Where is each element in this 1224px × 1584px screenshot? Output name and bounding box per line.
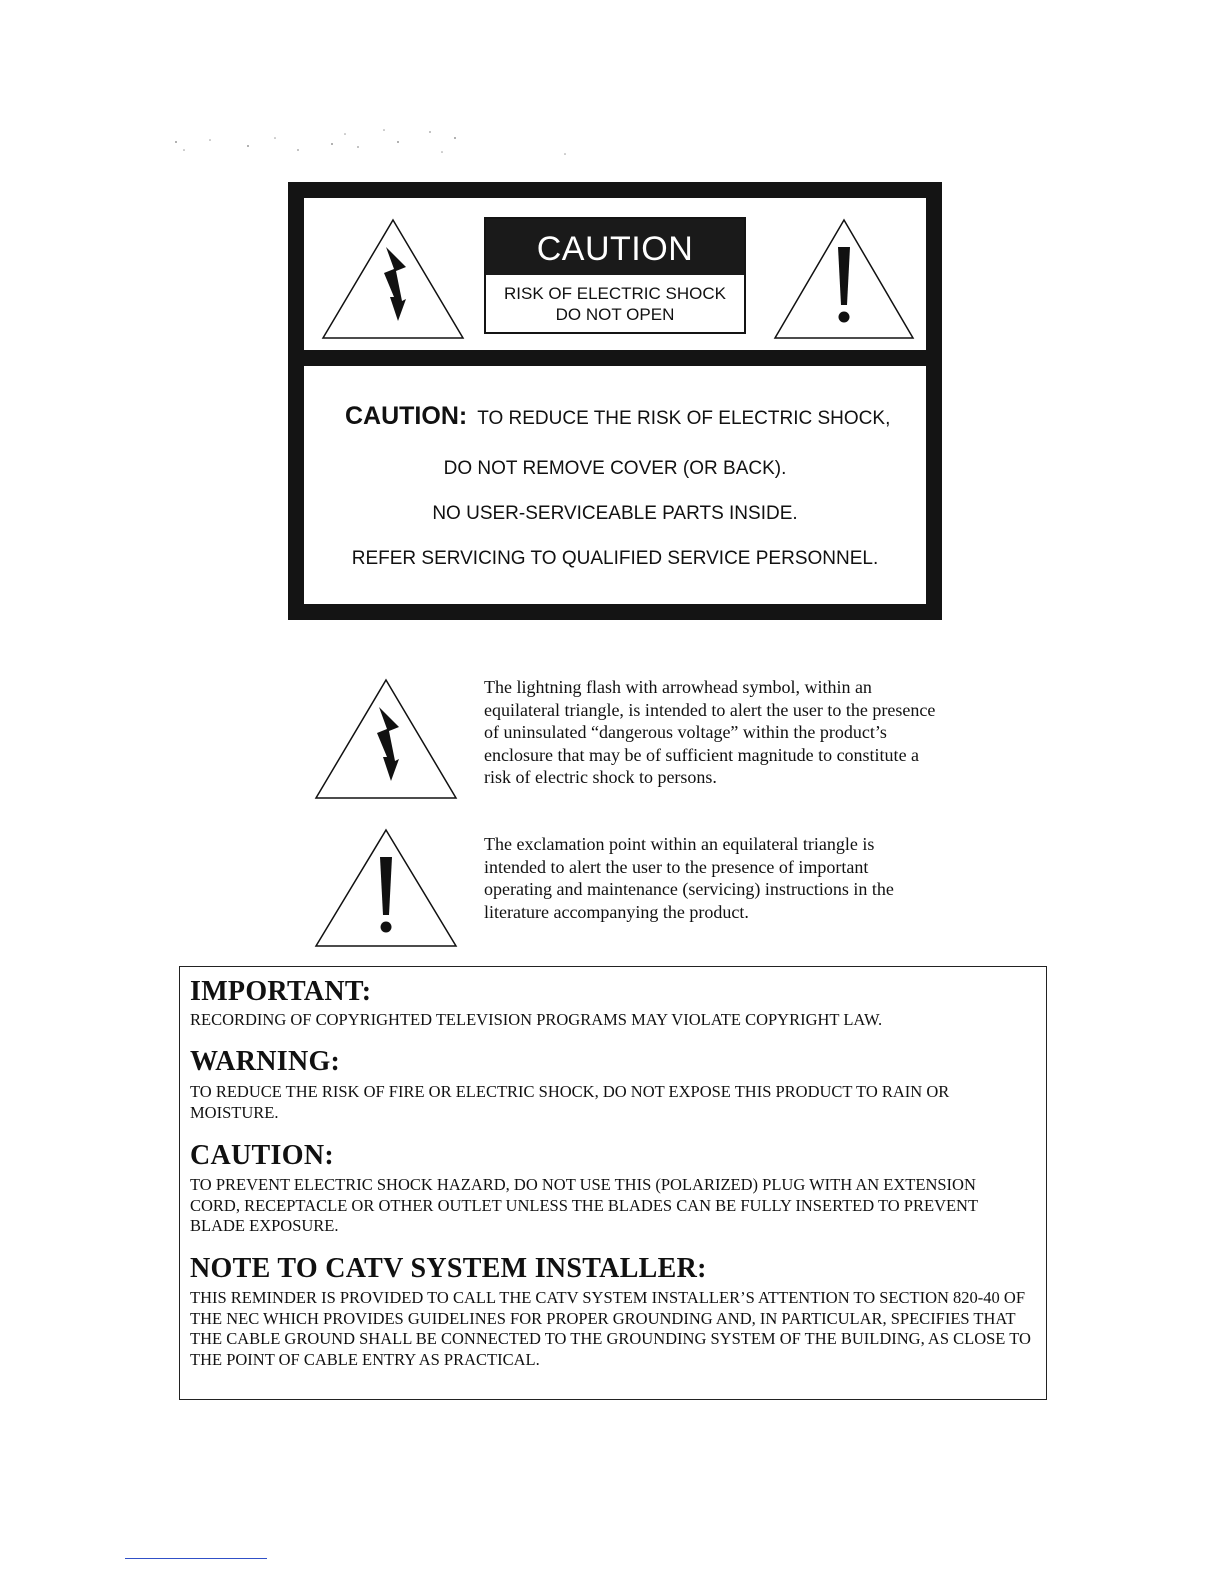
exclamation-symbol-explanation: The exclamation point within an equilateral triangle is intended to alert the user to the presence of important operating and maintenance (servicing) instructions in the literature accompanying the product.	[484, 834, 894, 922]
banner-line-risk: RISK OF ELECTRIC SHOCK	[504, 284, 726, 303]
caution-line-3: NO USER-SERVICEABLE PARTS INSIDE.	[432, 503, 798, 524]
important-heading: IMPORTANT:	[190, 976, 372, 1007]
warning-body: TO REDUCE THE RISK OF FIRE OR ELECTRIC SHOCK, DO NOT EXPOSE THIS PRODUCT TO RAIN OR MOISTURE.	[190, 1082, 950, 1122]
lightning-triangle-icon	[313, 677, 459, 801]
lightning-symbol-explanation: The lightning flash with arrowhead symbol, within an equilateral triangle, is intended to alert the user to the presence of uninsulated “dangerous voltage” within the product’s enclosure that may be of sufficient magnitude to constitute a risk of electric shock to persons.	[484, 677, 936, 788]
caution-heading: CAUTION:	[345, 402, 468, 430]
footer-rule	[125, 1558, 267, 1559]
caution-line-4: REFER SERVICING TO QUALIFIED SERVICE PERSONNEL.	[351, 548, 879, 569]
caution-banner	[484, 217, 746, 334]
caution-notice-heading: CAUTION:	[190, 1140, 334, 1171]
caution-notice-body: TO PREVENT ELECTRIC SHOCK HAZARD, DO NOT USE THIS (POLARIZED) PLUG WITH AN EXTENSION CORD, RECEPTACLE OR OTHER OUTLET UNLESS THE BLADES CAN BE FULLY INSERTED TO PREVENT BLADE EXPOSURE.	[190, 1175, 978, 1235]
caution-banner-title: CAUTION	[486, 219, 744, 275]
lightning-triangle-icon	[320, 217, 466, 341]
caution-line-1: TO REDUCE THE RISK OF ELECTRIC SHOCK,	[477, 408, 891, 429]
exclamation-triangle-icon	[772, 217, 916, 341]
exclamation-triangle-icon	[313, 827, 459, 949]
scan-specks	[170, 120, 580, 170]
catv-heading: NOTE TO CATV SYSTEM INSTALLER:	[190, 1253, 707, 1284]
catv-body: THIS REMINDER IS PROVIDED TO CALL THE CATV SYSTEM INSTALLER’S ATTENTION TO SECTION 820-40 OF THE NEC WHICH PROVIDES GUIDELINES FOR PROPER GROUNDING AND, IN PARTICULAR, SPECIFIES THAT THE CABLE GROUND SHALL BE CONNECTED TO THE GROUNDING SYSTEM OF THE BUILDING, AS CLOSE TO THE POINT OF CABLE ENTRY AS PRACTICAL.	[190, 1288, 1031, 1369]
caution-first-line	[345, 402, 915, 431]
caution-line-2: DO NOT REMOVE COVER (OR BACK).	[443, 458, 787, 479]
important-body: RECORDING OF COPYRIGHTED TELEVISION PROGRAMS MAY VIOLATE COPYRIGHT LAW.	[190, 1010, 883, 1029]
warning-heading: WARNING:	[190, 1046, 341, 1077]
banner-line-do-not-open: DO NOT OPEN	[555, 305, 675, 324]
